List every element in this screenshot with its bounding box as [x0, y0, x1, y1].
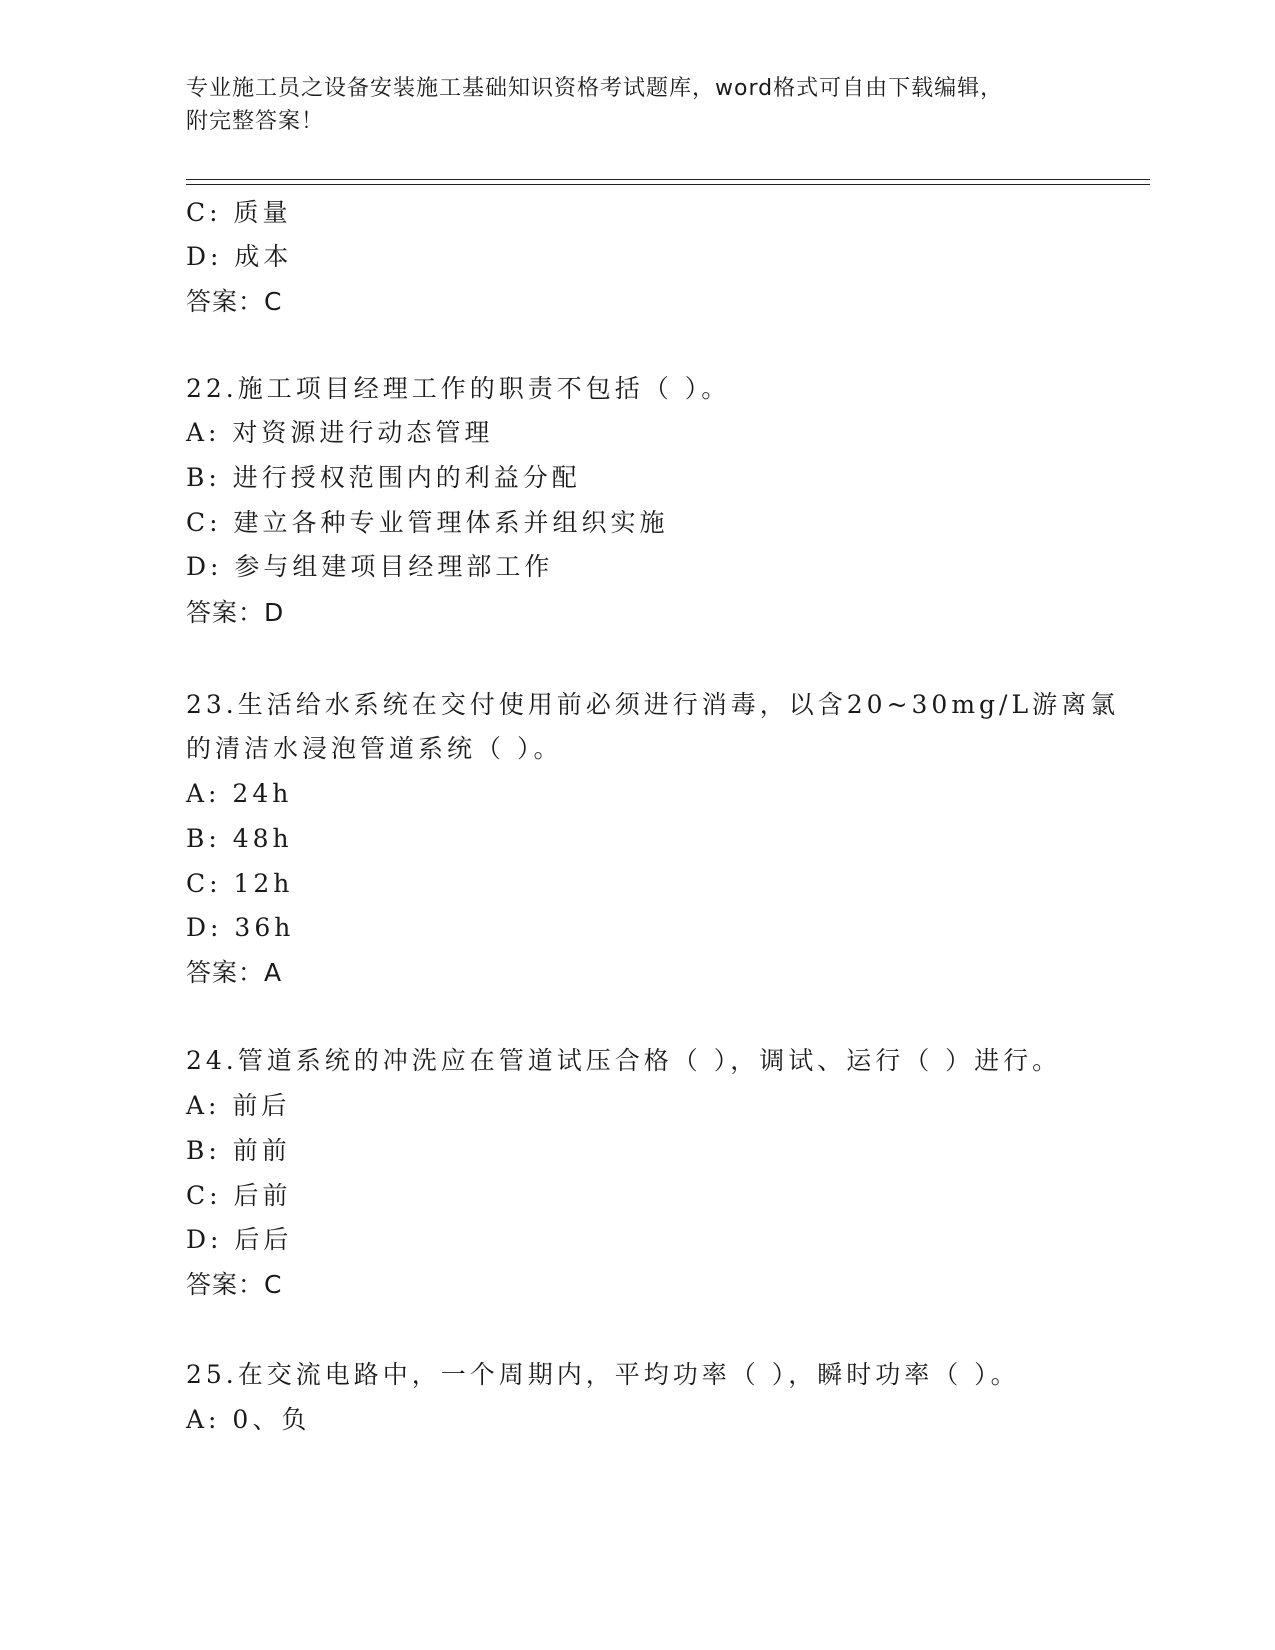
q22-stem: 22.施工项目经理工作的职责不包括（ ）。 [186, 374, 731, 403]
q24-stem: 24.管道系统的冲洗应在管道试压合格（ ），调试、运行（ ）进行。 [186, 1046, 1062, 1075]
header-line-1: 专业施工员之设备安装施工基础知识资格考试题库，word格式可自由下载编辑， [186, 76, 1004, 101]
q24-option-d: D: 后后 [186, 1225, 293, 1254]
q22-option-d: D: 参与组建项目经理部工作 [186, 552, 554, 581]
q24-option-a: A: 前后 [186, 1091, 291, 1120]
q23-stem-line-1: 23.生活给水系统在交付使用前必须进行消毒，以含20~30mg/L游离氯 [186, 690, 1120, 719]
q23-option-d: D: 36h [186, 913, 295, 942]
q23-answer: 答案：A [186, 958, 283, 987]
q23-stem-line-2: 的清洁水浸泡管道系统（ ）。 [186, 734, 563, 763]
q25-stem: 25.在交流电路中，一个周期内，平均功率（ ），瞬时功率（ ）。 [186, 1360, 1020, 1389]
q22-option-c: C: 建立各种专业管理体系并组织实施 [186, 508, 669, 537]
header-divider-bottom [186, 184, 1150, 185]
header-line-2: 附完整答案！ [186, 109, 325, 134]
q23-option-b: B: 48h [186, 824, 293, 853]
q22-option-b: B: 进行授权范围内的利益分配 [186, 463, 581, 492]
document-header [186, 72, 1066, 138]
prev-option-c: C: 质量 [186, 198, 292, 227]
q23-option-c: C: 12h [186, 869, 294, 898]
prev-answer: 答案：C [186, 287, 283, 316]
q24-option-b: B: 前前 [186, 1136, 291, 1165]
q23-option-a: A: 24h [186, 779, 293, 808]
q24-option-c: C: 后前 [186, 1181, 292, 1210]
q25-option-a: A: 0、负 [186, 1405, 311, 1434]
q22-answer: 答案：D [186, 598, 285, 627]
q22-option-a: A: 对资源进行动态管理 [186, 418, 494, 447]
q24-answer: 答案：C [186, 1270, 283, 1299]
prev-option-d: D: 成本 [186, 242, 293, 271]
header-divider-top [186, 179, 1150, 180]
